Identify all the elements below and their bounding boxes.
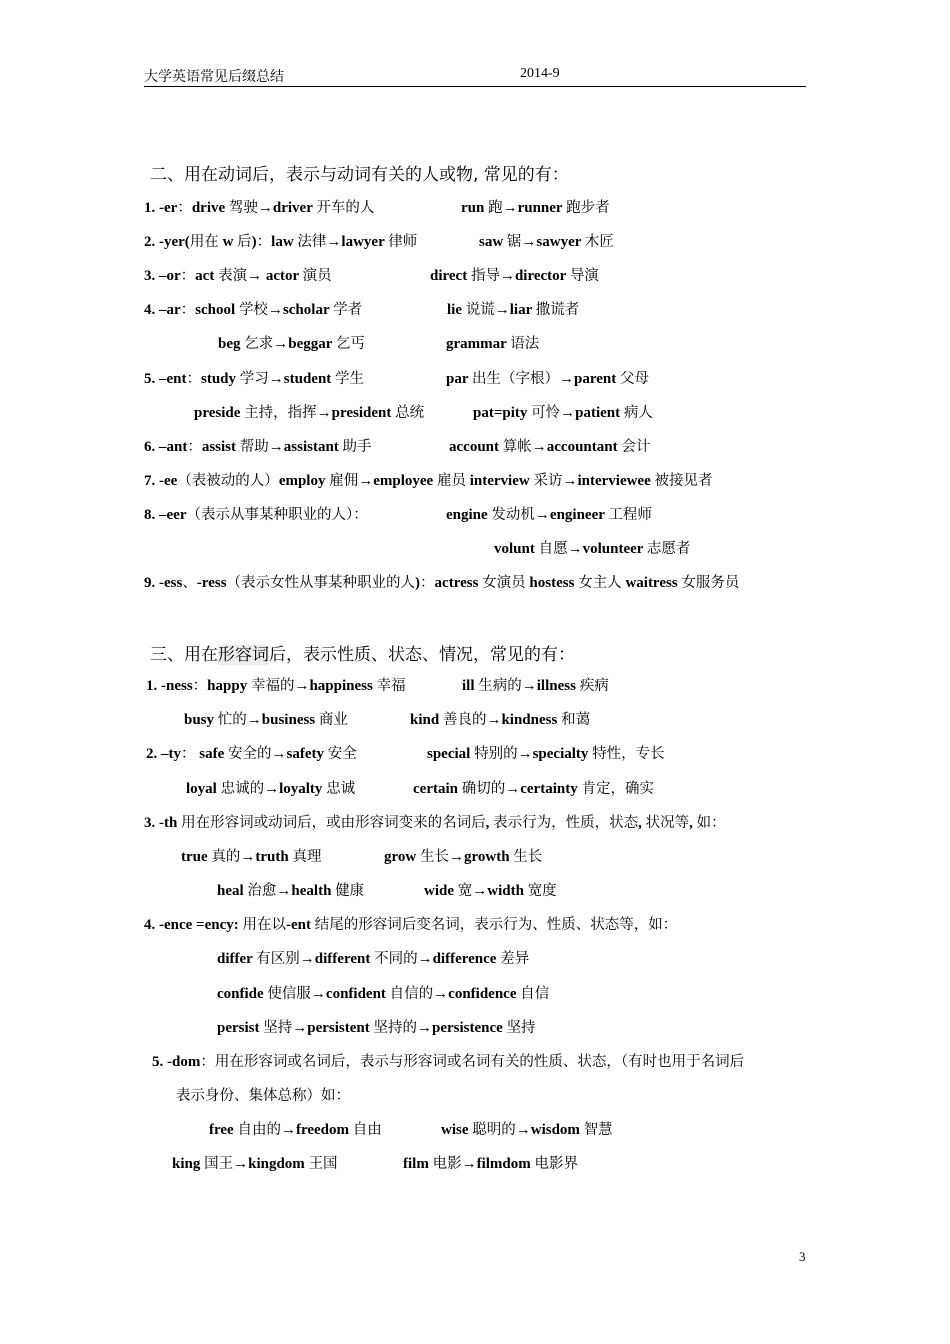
text-line: special 特别的→specialty 特性，专长 (427, 746, 665, 762)
text-line: 表示身份、集体总称）如： (176, 1088, 350, 1104)
text-line: par 出生（字根）→parent 父母 (446, 371, 649, 387)
text-line: grammar 语法 (446, 336, 540, 352)
text-line: lie 说谎→liar 撒谎者 (447, 302, 580, 318)
text-line: grow 生长→growth 生长 (384, 849, 543, 865)
text-line: wise 聪明的→wisdom 智慧 (441, 1122, 613, 1138)
text-line: 5. -dom：用在形容词或名词后，表示与形容词或名词有关的性质、状态，（有时也用于名词后 (152, 1054, 745, 1070)
text-line: kind 善良的→kindness 和蔼 (410, 712, 591, 728)
header-rule (144, 86, 806, 87)
text-line: 8. –eer（表示从事某种职业的人）： (144, 507, 368, 523)
text-line: wide 宽→width 宽度 (424, 883, 557, 899)
text-line: film 电影→filmdom 电影界 (403, 1156, 578, 1172)
text-line: saw 锯→sawyer 木匠 (479, 234, 614, 250)
text-line: preside 主持，指挥→president 总统 (194, 405, 425, 421)
text-line: king 国王→kingdom 王国 (172, 1156, 338, 1172)
text-line: 3. -th 用在形容词或动词后，或由形容词变来的名词后, 表示行为，性质，状态, 状况等, 如： (144, 815, 726, 831)
text-line: 1. -er：drive 驾驶→driver 开车的人 (144, 200, 375, 216)
text-line: volunt 自愿→volunteer 志愿者 (494, 541, 691, 557)
text-line: 6. –ant：assist 帮助→assistant 助手 (144, 439, 372, 455)
text-line: 2. -yer(用在 w 后)：law 法律→lawyer 律师 (144, 234, 418, 250)
section3-heading-start: 三、用在 (150, 645, 218, 665)
text-line: pat=pity 可怜→patient 病人 (473, 405, 653, 421)
text-line: busy 忙的→business 商业 (184, 712, 348, 728)
text-line: 3. –or：act 表演→ actor 演员 (144, 268, 332, 284)
text-line: differ 有区别→different 不同的→difference 差异 (217, 951, 530, 967)
text-line: direct 指导→director 导演 (430, 268, 599, 284)
text-line: confide 使信服→confident 自信的→confidence 自信 (217, 986, 550, 1002)
text-line: run 跑→runner 跑步者 (461, 200, 610, 216)
page-header-title: 大学英语常见后缀总结 (144, 69, 284, 85)
section2-heading: 二、用在动词后，表示与动词有关的人或物, 常见的有： (150, 165, 569, 185)
section3-heading-end: 后，表示性质、状态、情况，常见的有： (269, 645, 575, 665)
section3-heading-highlight: 形容词 (218, 645, 269, 665)
text-line: heal 治愈→health 健康 (217, 883, 365, 899)
text-line: 2. –ty： safe 安全的→safety 安全 (146, 746, 357, 762)
text-line: engine 发动机→engineer 工程师 (446, 507, 652, 523)
text-line: account 算帐→accountant 会计 (449, 439, 651, 455)
text-line: true 真的→truth 真理 (181, 849, 322, 865)
page-number: 3 (799, 1249, 806, 1264)
text-line: loyal 忠诚的→loyalty 忠诚 (186, 781, 356, 797)
text-line: beg 乞求→beggar 乞丐 (218, 336, 365, 352)
text-line: 5. –ent：study 学习→student 学生 (144, 371, 365, 387)
text-line: ill 生病的→illness 疾病 (462, 678, 609, 694)
text-line: 4. –ar：school 学校→scholar 学者 (144, 302, 363, 318)
page-header-date: 2014-9 (520, 66, 560, 81)
text-line: 1. -ness：happy 幸福的→happiness 幸福 (146, 678, 406, 694)
text-line: 4. -ence =ency: 用在以-ent 结尾的形容词后变名词，表示行为、性质、状态等，如： (144, 917, 678, 933)
section3-heading (150, 640, 575, 665)
text-line: persist 坚持→persistent 坚持的→persistence 坚持 (217, 1020, 536, 1036)
text-line: 7. -ee（表被动的人）employ 雇佣→employee 雇员 interview 采访→interviewee 被接见者 (144, 473, 713, 489)
text-line: certain 确切的→certainty 肯定，确实 (413, 781, 654, 797)
text-line: 9. -ess、-ress（表示女性从事某种职业的人)：actress 女演员 hostess 女主人 waitress 女服务员 (144, 575, 740, 591)
text-line: free 自由的→freedom 自由 (209, 1122, 382, 1138)
